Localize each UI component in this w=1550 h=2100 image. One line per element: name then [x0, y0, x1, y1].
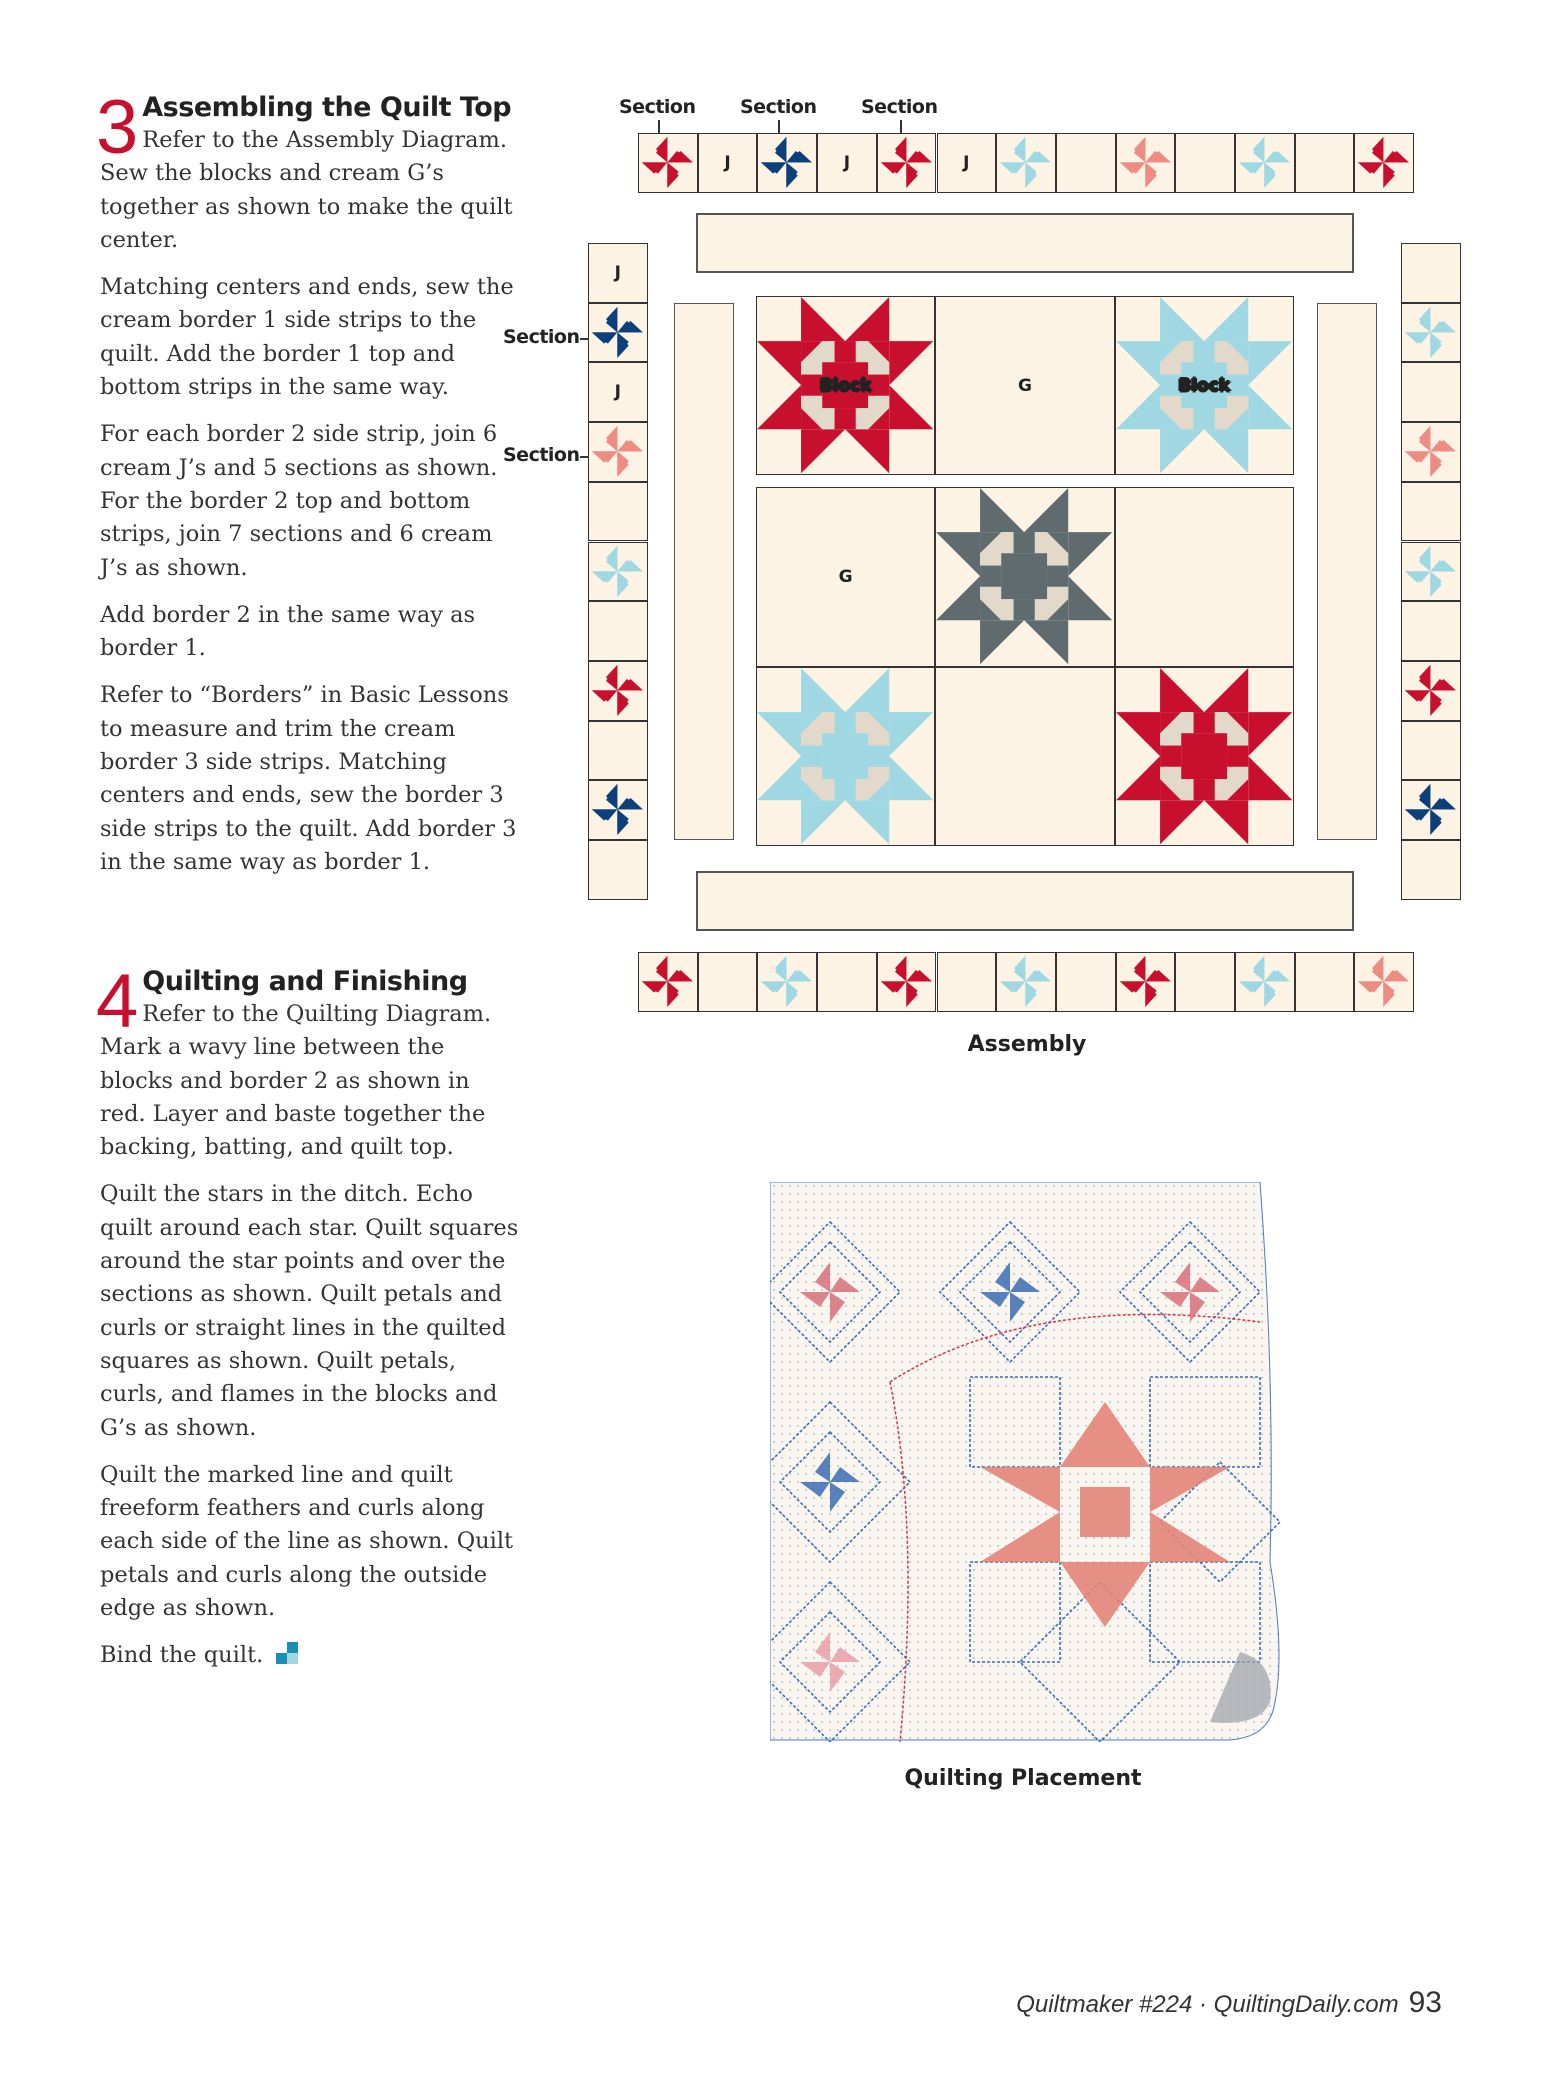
cream-j-cell: [588, 840, 648, 900]
paragraph: Refer to “Borders” in Basic Lessons to measure and trim the cream border 3 side strips. Matching centers and ends, sew the border 3 side strips to the quilt. Add border 3 in the same way as border 1.: [100, 682, 517, 875]
pinwheel-section: [589, 423, 646, 480]
pinwheel-section: [1402, 304, 1459, 361]
section-cell: [1401, 780, 1461, 840]
section-cell: [877, 952, 937, 1012]
paragraph: For each border 2 side strip, join 6 cream J’s and 5 sections as shown. For the border 2 top and bottom strips, join 7 sections and 6 cream J’s as shown.: [100, 421, 498, 581]
paragraph: Quilt the stars in the ditch. Echo quilt around each star. Quilt squares around the star points and over the sections as shown. Quilt petals and curls or straight lines in the quilted squares as shown. Quilt petals, curls, and flames in the blocks and G’s as shown.: [100, 1181, 519, 1441]
assembly-caption: Assembly: [967, 1032, 1087, 1057]
page-number: 93: [1408, 1986, 1442, 2019]
pinwheel-section: [878, 134, 935, 191]
pinwheel-section: [1236, 134, 1293, 191]
section-label: Section: [503, 444, 580, 466]
block-label: Block: [819, 375, 872, 396]
step-number: 4: [96, 959, 139, 1044]
pinwheel-section: [1402, 781, 1459, 838]
cream-j-cell: [1401, 840, 1461, 900]
paragraph-text: Bind the quilt.: [100, 1642, 264, 1669]
section-cell: [588, 303, 648, 363]
cell-label: J: [963, 152, 970, 173]
section-label: Section: [740, 96, 817, 118]
section-cell: [1401, 303, 1461, 363]
border-1-left-strip: [674, 303, 734, 840]
pinwheel-section: [589, 781, 646, 838]
pinwheel-section: [1236, 953, 1293, 1010]
paragraph: Add border 2 in the same way as border 1.: [100, 601, 476, 662]
cream-j-cell: [1056, 133, 1116, 193]
star-block: [757, 668, 933, 844]
pinwheel-section: [589, 543, 646, 600]
paragraph: Refer to the Assembly Diagram. Sew the blocks and cream G’s together as shown to make the quilt center.: [100, 127, 513, 253]
pinwheel-section: [758, 953, 815, 1010]
quilting-placement-image: [770, 1182, 1290, 1742]
section-cell: [1354, 952, 1414, 1012]
pinwheel-section: [1117, 134, 1174, 191]
pinwheel-section: [1402, 662, 1459, 719]
pinwheel-section: [589, 304, 646, 361]
cream-j-cell: [817, 133, 877, 193]
cream-j-cell: [937, 133, 997, 193]
cream-j-cell: [588, 362, 648, 422]
cream-j-cell: [588, 721, 648, 781]
pinwheel-section: [1117, 953, 1174, 1010]
cream-j-cell: [1175, 133, 1235, 193]
section-cell: [588, 422, 648, 482]
section-cell: [638, 952, 698, 1012]
paragraph: Quilt the marked line and quilt freeform feathers and curls along each side of the line as shown. Quilt petals and curls along the outside edge as shown.: [100, 1461, 514, 1622]
star-block: [936, 488, 1112, 664]
paragraph: [100, 1639, 520, 1672]
quilting-placement-caption: Quilting Placement: [904, 1766, 1142, 1791]
section-label: Section: [503, 326, 580, 348]
star-block-cell: [756, 296, 935, 475]
section-cell: [996, 133, 1056, 193]
step-number: 3: [96, 85, 139, 170]
cream-j-cell: [1401, 482, 1461, 542]
section-cell: [1116, 952, 1176, 1012]
cream-g-square: [756, 487, 935, 666]
pinwheel-section: [1402, 423, 1459, 480]
pinwheel-section: [639, 134, 696, 191]
paragraph: Refer to the Quilting Diagram. Mark a wavy line between the blocks and border 2 as shown in red. Layer and baste together the backing, batting, and quilt top.: [100, 1001, 492, 1161]
publication-credit: Quiltmaker #224 · QuiltingDaily.com: [1016, 1991, 1399, 2018]
cream-g-square: [1115, 487, 1294, 666]
cream-j-cell: [1401, 721, 1461, 781]
star-block-cell: [1115, 667, 1294, 846]
cream-j-cell: [937, 952, 997, 1012]
step-heading: Assembling the Quilt Top: [142, 92, 512, 123]
section-cell: [1354, 133, 1414, 193]
section-cell: [1235, 133, 1295, 193]
pinwheel-section: [997, 134, 1054, 191]
cream-j-cell: [1401, 243, 1461, 303]
section-cell: [877, 133, 937, 193]
cream-j-cell: [588, 601, 648, 661]
quilt-block-end-mark-icon: [276, 1642, 298, 1664]
cream-j-cell: [1175, 952, 1235, 1012]
cream-j-cell: [1295, 952, 1355, 1012]
cream-j-cell: [588, 243, 648, 303]
cream-g-square: [935, 296, 1114, 475]
g-label: G: [1017, 375, 1032, 396]
cream-g-square: [935, 667, 1114, 846]
section-cell: [1401, 542, 1461, 602]
cell-label: J: [843, 152, 851, 173]
cream-j-cell: [1401, 362, 1461, 422]
page-footer: [1016, 1986, 1442, 2020]
star-block-cell: [1115, 296, 1294, 475]
paragraph: Matching centers and ends, sew the cream border 1 side strips to the quilt. Add the border 1 top and bottom strips in the same way.: [100, 274, 514, 401]
cream-j-cell: [698, 952, 758, 1012]
section-cell: [638, 133, 698, 193]
section-cell: [588, 780, 648, 840]
pinwheel-section: [758, 134, 815, 191]
section-cell: [1235, 952, 1295, 1012]
pinwheel-section: [878, 953, 935, 1010]
cell-label: J: [614, 262, 621, 283]
section-label: Section: [861, 96, 938, 118]
star-block-cell: [756, 667, 935, 846]
border-1-bottom-strip: [696, 871, 1354, 931]
g-label: G: [838, 566, 853, 587]
cell-label: J: [614, 382, 621, 403]
step-heading: Quilting and Finishing: [142, 966, 468, 997]
section-cell: [588, 661, 648, 721]
cell-label: J: [724, 152, 731, 173]
cream-j-cell: [698, 133, 758, 193]
section-cell: [1116, 133, 1176, 193]
section-cell: [996, 952, 1056, 1012]
section-cell: [1401, 422, 1461, 482]
pinwheel-section: [639, 953, 696, 1010]
pinwheel-section: [1355, 953, 1412, 1010]
section-label: Section: [619, 96, 696, 118]
cream-j-cell: [817, 952, 877, 1012]
star-block: [1116, 668, 1292, 844]
section-cell: [757, 952, 817, 1012]
border-1-right-strip: [1317, 303, 1377, 840]
cream-j-cell: [1401, 601, 1461, 661]
pinwheel-section: [1355, 134, 1412, 191]
section-cell: [588, 542, 648, 602]
section-cell: [757, 133, 817, 193]
border-1-top-strip: [696, 213, 1354, 273]
block-label: Block: [1178, 375, 1231, 396]
pinwheel-section: [1402, 543, 1459, 600]
pinwheel-section: [997, 953, 1054, 1010]
star-block-cell: [935, 487, 1114, 666]
section-cell: [1401, 661, 1461, 721]
pinwheel-section: [589, 662, 646, 719]
cream-j-cell: [1295, 133, 1355, 193]
cream-j-cell: [1056, 952, 1116, 1012]
cream-j-cell: [588, 482, 648, 542]
